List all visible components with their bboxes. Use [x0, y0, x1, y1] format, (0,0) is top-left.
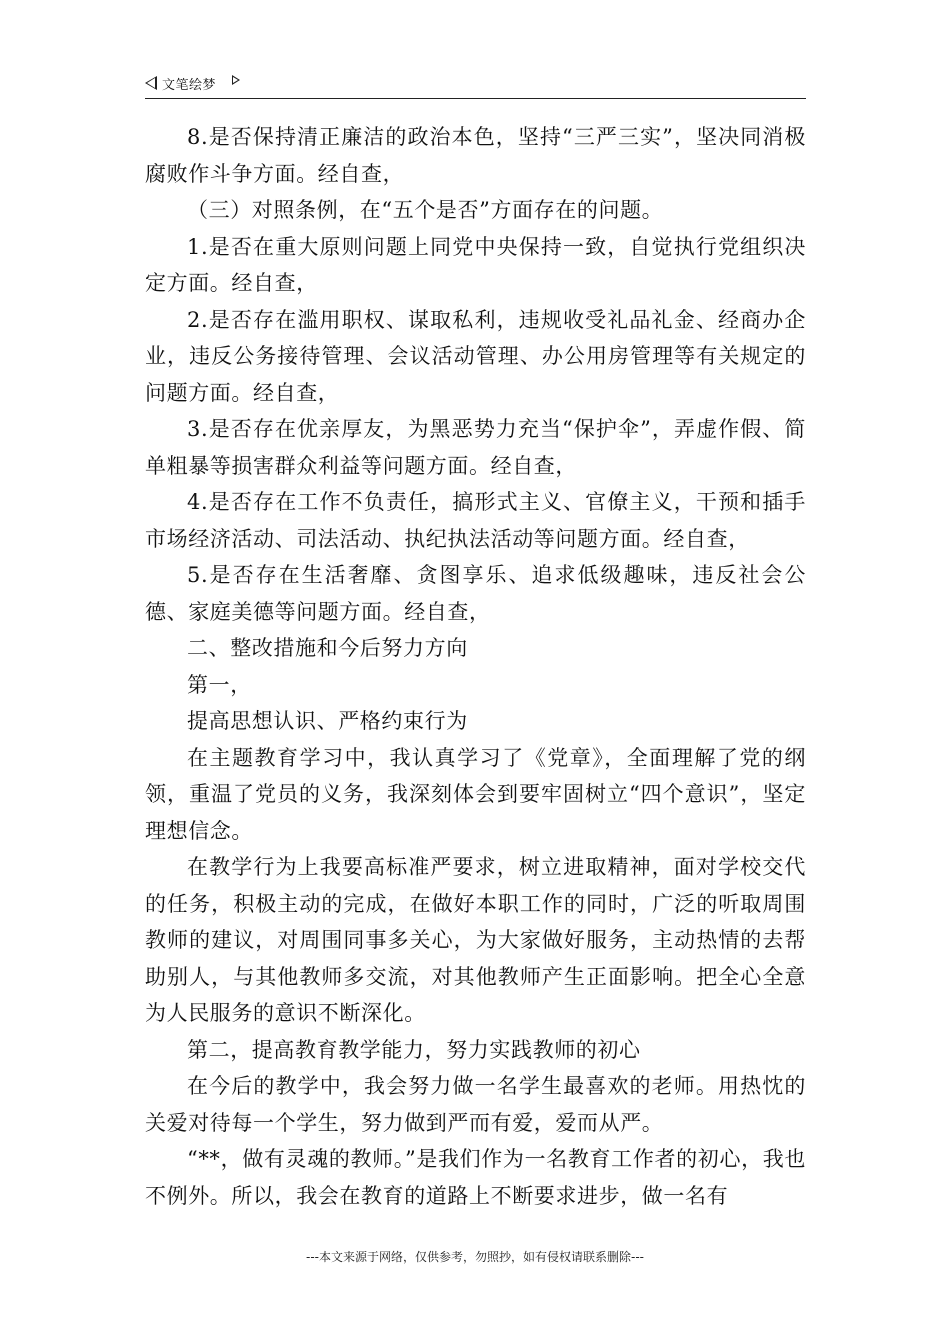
paragraph-item-8: 8.是否保持清正廉洁的政治本色，坚持“三严三实”，坚决同消极腐败作斗争方面。经自查，: [145, 125, 806, 186]
paragraph-item-3: 3.是否存在优亲厚友，为黑恶势力充当“保护伞”，弄虚作假、简单粗暴等损害群众利益等问题方面。经自查，: [145, 417, 806, 478]
paragraph-original-intent: “**，做有灵魂的教师。”是我们作为一名教育工作者的初心，我也不例外。所以，我会在教育的道路上不断要求进步，做一名有: [145, 1147, 806, 1208]
triangle-right-outline-icon: [232, 75, 240, 85]
triangle-left-outline-icon: [145, 76, 157, 90]
paragraph-item-4: 4.是否存在工作不负责任，搞形式主义、官僚主义，干预和插手市场经济活动、司法活动、执纪执法活动等问题方面。经自查，: [145, 490, 806, 551]
paragraph-item-5: 5.是否存在生活奢靡、贪图享乐、追求低级趣味，违反社会公德、家庭美德等问题方面。经自查，: [145, 563, 806, 624]
footer-disclaimer: ---本文来源于网络，仅供参考，勿照抄，如有侵权请联系删除---: [306, 1250, 644, 1264]
paragraph-study: 在主题教育学习中，我认真学习了《党章》，全面理解了党的纲领，重温了党员的义务，我深刻体会到要牢固树立“四个意识”，坚定理想信念。: [145, 745, 806, 843]
subheading-first: 第一，: [187, 672, 252, 697]
subheading-second: 第二，提高教育教学能力，努力实践教师的初心: [187, 1037, 641, 1062]
paragraph-future-teaching: 在今后的教学中，我会努力做一名学生最喜欢的老师。用热忱的关爱对待每一个学生，努力做到严而有爱，爱而从严。: [145, 1074, 806, 1135]
section-heading-two: 二、整改措施和今后努力方向: [187, 636, 468, 660]
paragraph-teaching-behavior: 在教学行为上我要高标准严要求，树立进取精神，面对学校交代的任务，积极主动的完成，在做好本职工作的同时，广泛的听取周围教师的建议，对周围同事多关心，为大家做好服务，主动热情的去帮助别人，与其他教师多交流，对其他教师产生正面影响。把全心全意为人民服务的意识不断深化。: [145, 855, 806, 1025]
header-title: 文笔绘梦: [162, 78, 217, 93]
document-body: [145, 119, 806, 1214]
paragraph-item-2: 2.是否存在滥用职权、谋取私利，违规收受礼品礼金、经商办企业，违反公务接待管理、会议活动管理、办公用房管理等有关规定的问题方面。经自查，: [145, 307, 806, 405]
page-header: [145, 72, 806, 99]
subheading-first-title: 提高思想认识、严格约束行为: [187, 709, 468, 733]
paragraph-item-1: 1.是否在重大原则问题上同党中央保持一致，自觉执行党组织决定方面。经自查，: [145, 234, 806, 295]
section-heading-three: （三）对照条例，在“五个是否”方面存在的问题。: [187, 198, 664, 222]
